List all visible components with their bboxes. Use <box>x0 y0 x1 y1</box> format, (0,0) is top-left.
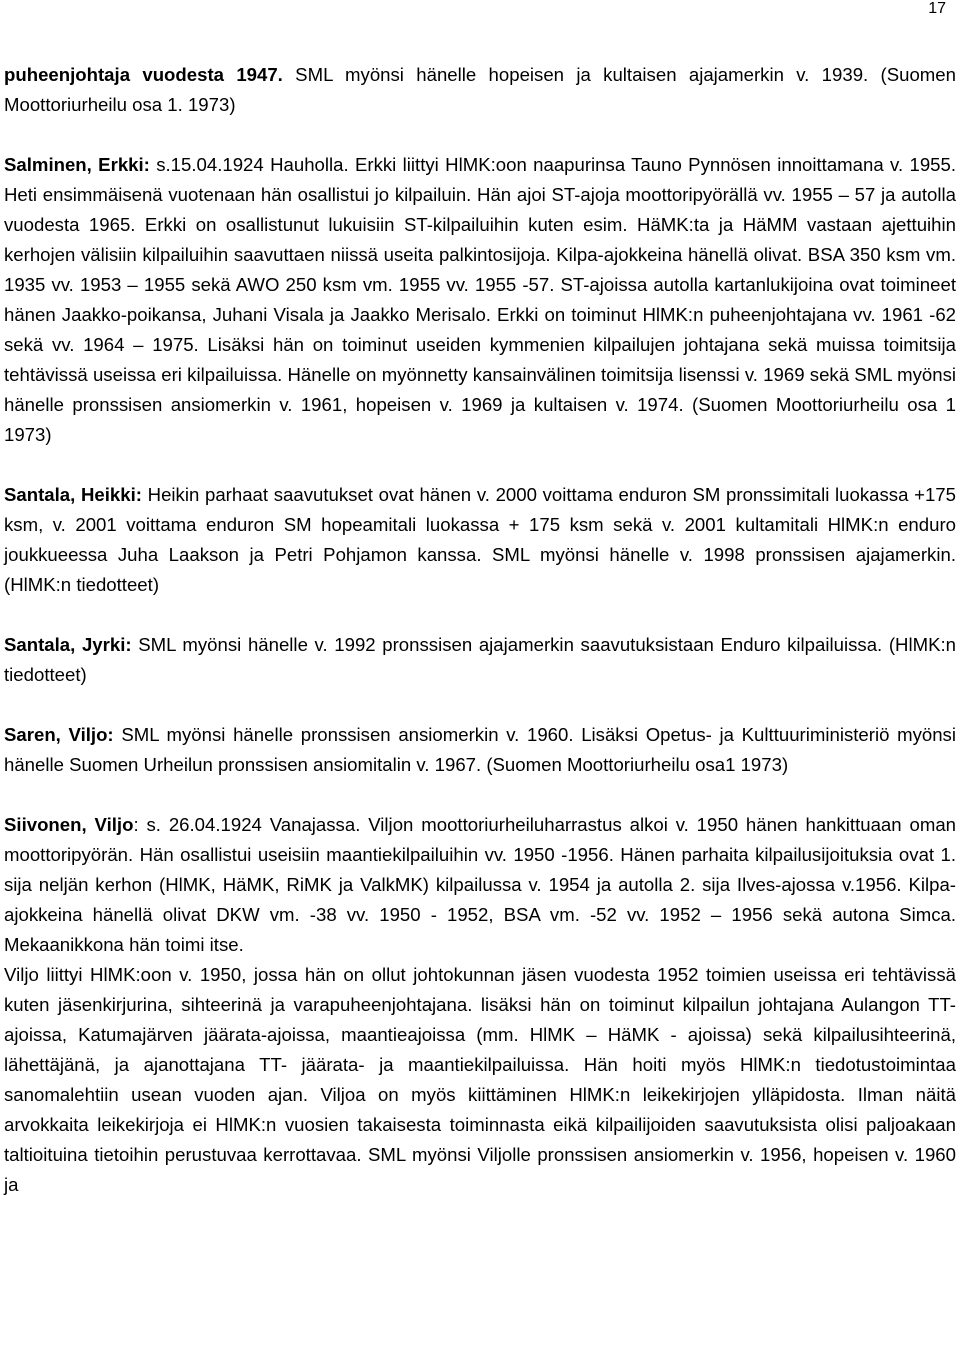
paragraph-spacer <box>4 780 956 810</box>
body-text: SML myönsi hänelle pronssisen ansiomerkin v. 1960. Lisäksi Opetus- ja Kulttuuriministeriö myönsi hänelle Suomen Urheilun pronssisen ansiomitalin v. 1967. (Suomen Moottoriurheilu osa1 1973) <box>4 724 956 775</box>
paragraph-siivonen-continued <box>4 960 956 1200</box>
paragraph-spacer <box>4 450 956 480</box>
entry-name: Saren, Viljo: <box>4 724 122 745</box>
paragraph-santala-heikki <box>4 480 956 600</box>
paragraph-spacer <box>4 120 956 150</box>
paragraph-spacer <box>4 690 956 720</box>
paragraph-saren-viljo <box>4 720 956 780</box>
paragraph-spacer <box>4 600 956 630</box>
page-number: 17 <box>928 0 946 17</box>
entry-name: Salminen, Erkki: <box>4 154 157 175</box>
paragraph-salminen-prev <box>4 60 956 120</box>
body-text: Heikin parhaat saavutukset ovat hänen v. 2000 voittama enduron SM pronssimitali luokassa +175 ksm, v. 2001 voittama enduron SM hopeamitali luokassa + 175 ksm sekä v. 2001 kultamitali HlMK:n enduro joukkueessa Juha Laakson ja Petri Pohjamon kanssa. SML myönsi hänelle v. 1998 pronssisen ajajamerkin. (HlMK:n tiedotteet) <box>4 484 956 595</box>
entry-name: Santala, Jyrki: <box>4 634 139 655</box>
entry-name: Santala, Heikki: <box>4 484 148 505</box>
paragraph-salminen-erkki <box>4 150 956 450</box>
body-text: Viljo liittyi HlMK:oon v. 1950, jossa hän on ollut johtokunnan jäsen vuodesta 1952 toimien useissa eri tehtävissä kuten jäsenkirjurina, sihteerinä ja varapuheenjohtajana. lisäksi hän on toiminut kilpailun johtajana Aulangon TT-ajoissa, Katumajärven jäärata-ajoissa, maantieajoissa (mm. HlMK – HäMK - ajoissa) sekä kilpailusihteerinä, lähettäjänä, ja ajanottajana TT- jäärata- ja maantiekilpailuissa. Hän hoiti myös HlMK:n tiedotustoimintaa sanomalehtiin usean vuoden ajan. Viljoa on myös kiittäminen HlMK:n leikekirjojen ylläpidosta. Ilman näitä arvokkaita leikekirjoja ei HlMK:n vuosien takaisesta toiminnasta eikä kilpailijoiden saavutuksista olisi paljoakaan taltioituina tietoihin perustuvaa kerrottavaa. SML myönsi Viljolle pronssisen ansiomerkin v. 1956, hopeisen v. 1960 ja <box>4 964 956 1195</box>
paragraph-siivonen-viljo <box>4 810 956 960</box>
bold-text: puheenjohtaja vuodesta 1947. <box>4 64 296 85</box>
body-text: s.15.04.1924 Hauholla. Erkki liittyi HlMK:oon naapurinsa Tauno Pynnösen innoittamana v. 1955. Heti ensimmäisenä vuotenaan hän osallistui jo kilpailuin. Hän ajoi ST-ajoja moottoripyörällä vv. 1955 – 57 ja autolla vuodesta 1965. Erkki on osallistunut lukuisiin ST-kilpailuihin kuten esim. HäMK:ta ja HäMM vastaan ajettuihin kerhojen välisiin kilpailuihin saavuttaen niissä useita palkintosijoja. Kilpa-ajokkeina hänellä olivat. BSA 350 ksm vm. 1935 vv. 1953 – 1955 sekä AWO 250 ksm vm. 1955 vv. 1955 -57. ST-ajoissa autolla kartanlukijoina ovat toimineet hänen Jaakko-poikansa, Juhani Visala ja Jaakko Merisalo. Erkki on toiminut HlMK:n puheenjohtajana vv. 1961 -62 sekä vv. 1964 – 1975. Lisäksi hän on toiminut useiden kymmenien kilpailujen johtajana sekä muissa toimitsija tehtävissä useissa eri kilpailuissa. Hänelle on myönnetty kansainvälinen toimitsija lisenssi v. 1969 sekä SML myönsi hänelle pronssisen ansiomerkin v. 1961, hopeisen v. 1969 ja kultaisen v. 1974. (Suomen Moottoriurheilu osa 1 1973) <box>4 154 957 445</box>
paragraph-santala-jyrki <box>4 630 956 690</box>
body-text: SML myönsi hänelle hopeisen ja kultaisen ajajamerkin v. 1939. (Suomen Moottoriurheilu osa 1. 1973) <box>4 64 956 115</box>
body-text: : s. 26.04.1924 Vanajassa. Viljon moottoriurheiluharrastus alkoi v. 1950 hänen hankittuaan oman moottoripyörän. Hän osallistui useisiin maantiekilpailuihin vv. 1950 -1956. Hänen parhaita kilpailusijoituksia ovat 1. sija neljän kerhon (HlMK, HäMK, RiMK ja ValkMK) kilpailussa v. 1954 ja autolla 2. sija Ilves-ajossa v.1956. Kilpa-ajokkeina hänellä olivat DKW vm. -38 vv. 1950 - 1952, BSA vm. -52 vv. 1952 – 1956 sekä autona Simca. Mekaanikkona hän toimi itse. <box>4 814 956 955</box>
document-body <box>4 60 956 1200</box>
entry-name: Siivonen, Viljo <box>4 814 134 835</box>
body-text: SML myönsi hänelle v. 1992 pronssisen ajajamerkin saavutuksistaan Enduro kilpailuissa. (HlMK:n tiedotteet) <box>4 634 956 685</box>
